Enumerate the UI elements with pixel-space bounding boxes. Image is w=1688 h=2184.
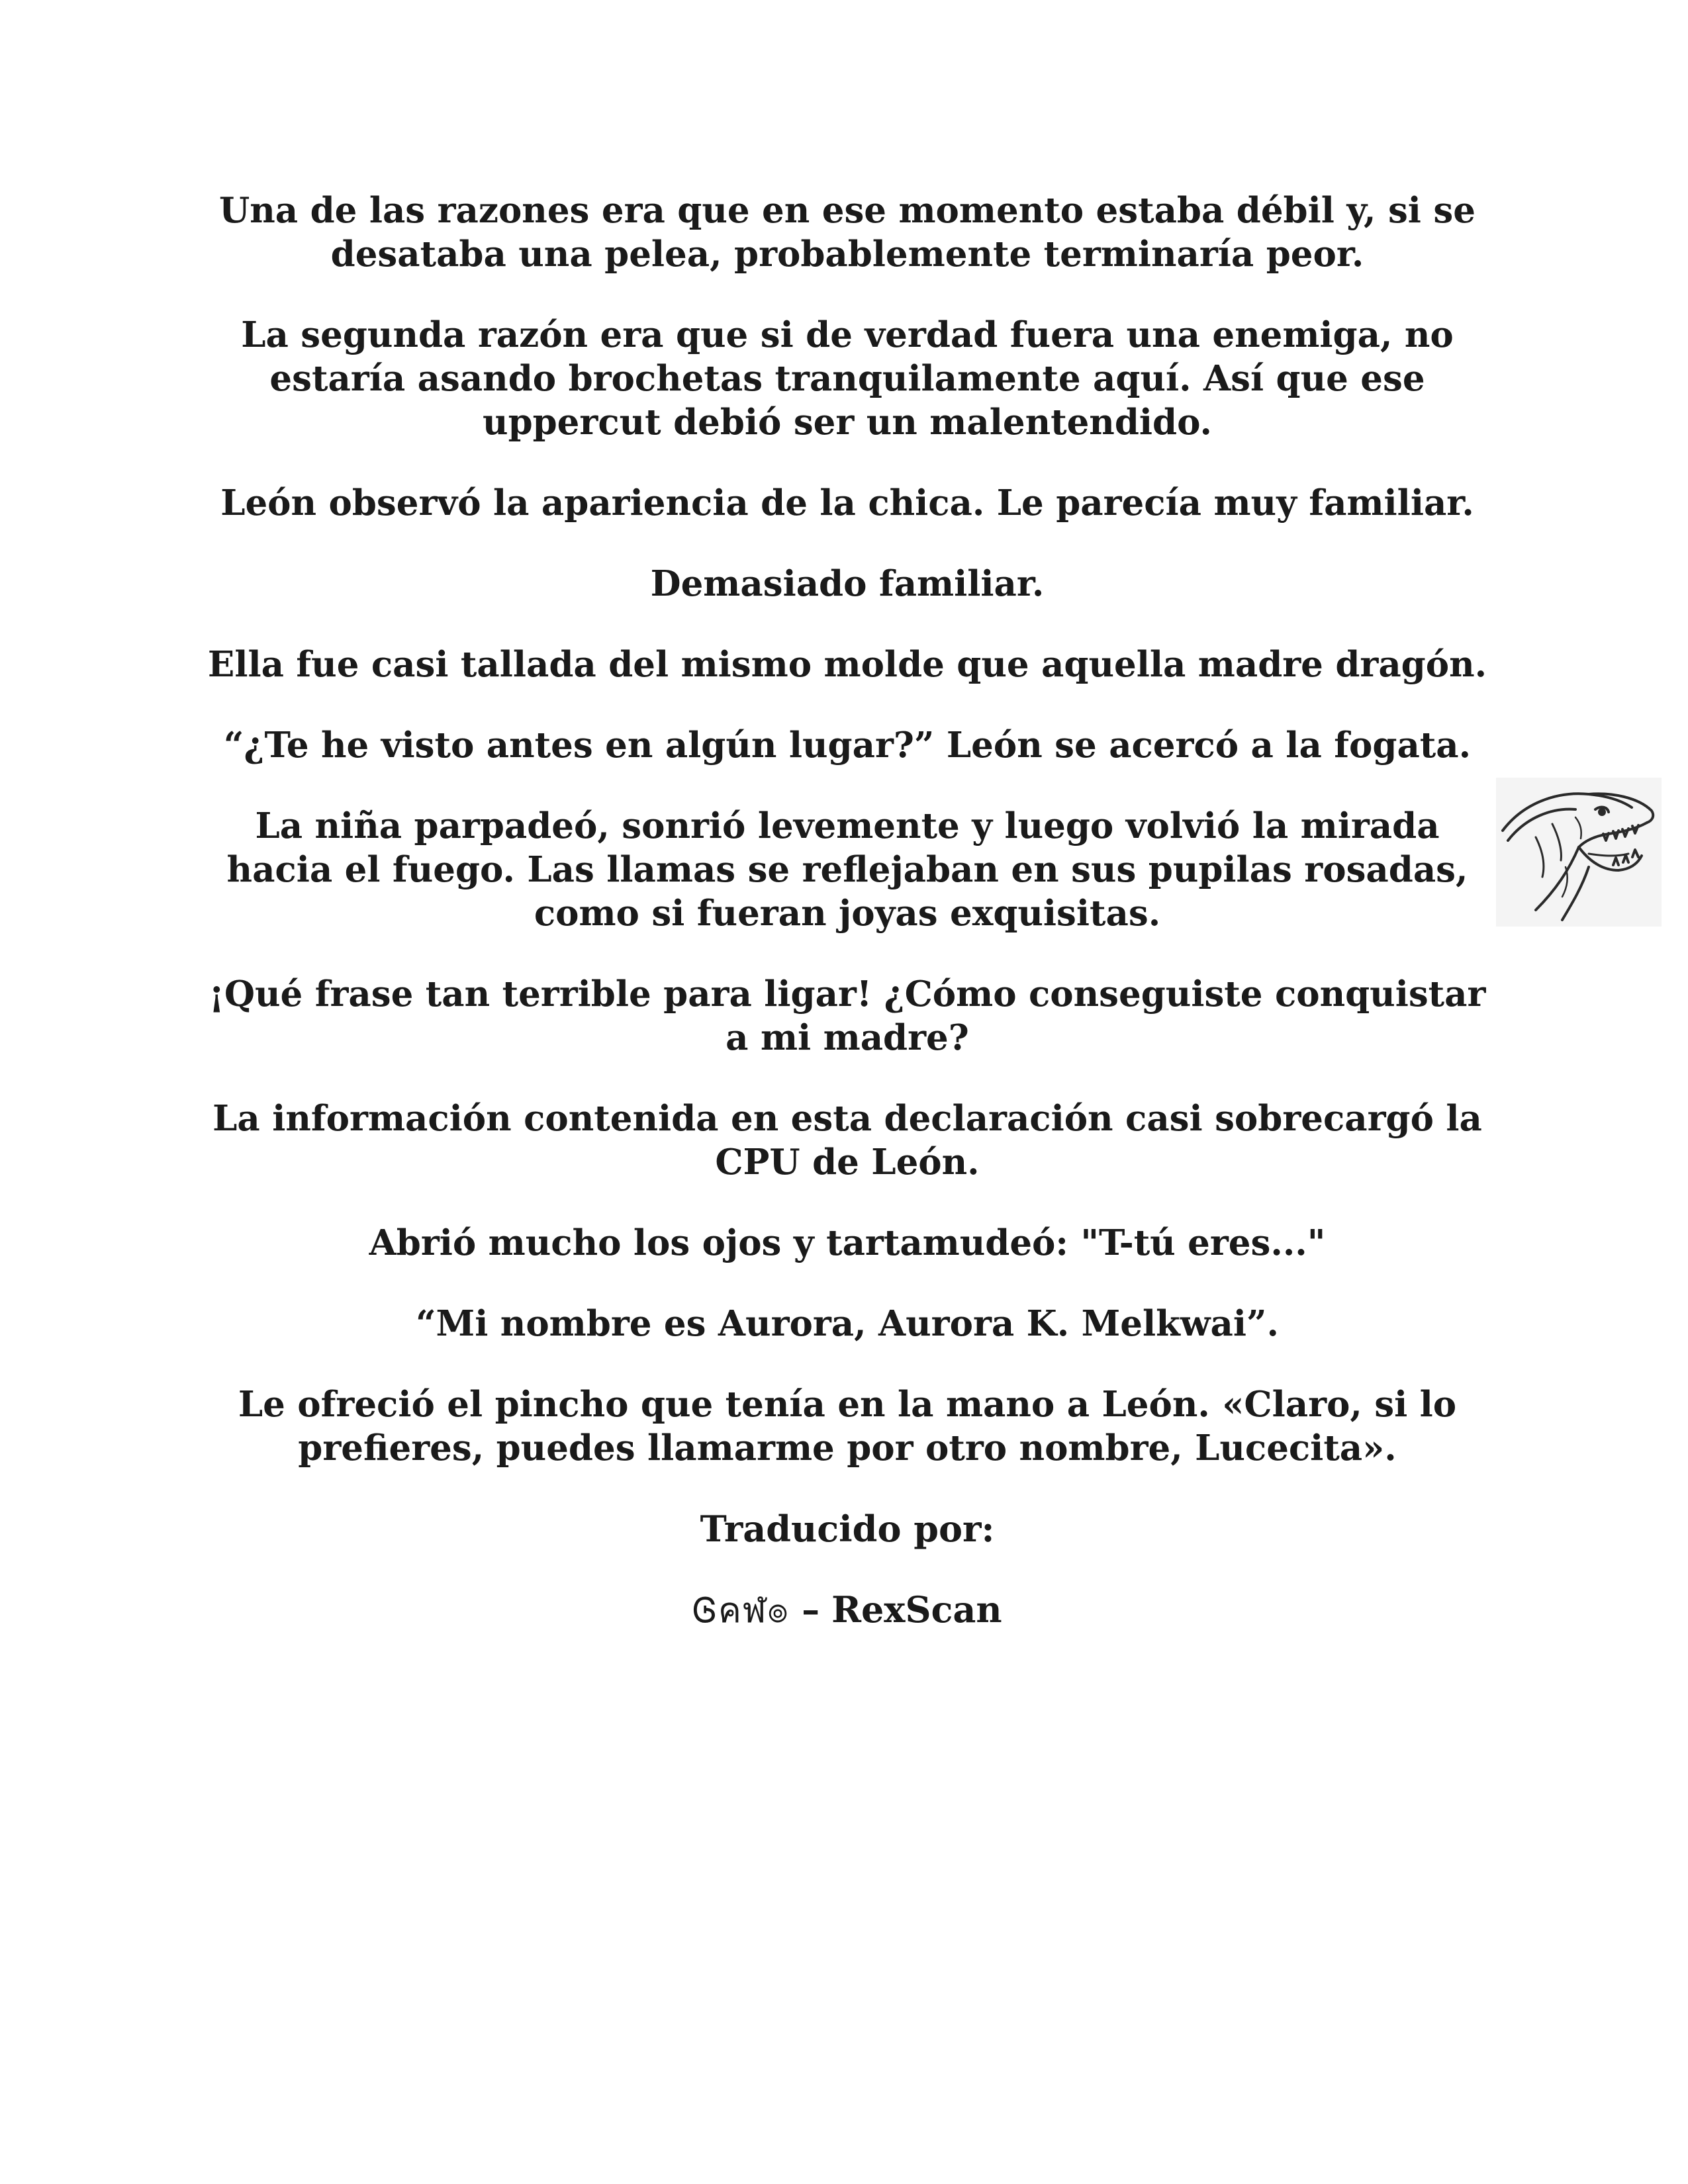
paragraph: La niña parpadeó, sonrió levemente y luego volvió la mirada hacia el fuego. Las llamas se reflejaban en sus pupilas rosadas, como si fueran joyas exquisitas. [226, 805, 1468, 934]
paragraph: Abrió mucho los ojos y tartamudeó: "T-tú eres..." [369, 1222, 1326, 1263]
paragraph: Le ofreció el pincho que tenía en la mano a León. «Claro, si lo prefieres, puedes llamarme por otro nombre, Lucecita». [238, 1384, 1457, 1469]
paragraph: León observó la apariencia de la chica. Le parecía muy familiar. [220, 482, 1474, 523]
scan-group-name: RexScan [831, 1588, 1002, 1631]
credits-separator: – [802, 1588, 820, 1631]
paragraph: “Mi nombre es Aurora, Aurora K. Melkwai”. [416, 1303, 1279, 1344]
paragraph: Demasiado familiar. [650, 563, 1045, 604]
paragraph: “¿Te he visto antes en algún lugar?” León se acercó a la fogata. [223, 725, 1472, 766]
paragraph: Una de las razones era que en ese momento estaba débil y, si se desataba una pelea, probablemente terminaría peor. [219, 190, 1476, 275]
paragraph: La información contenida en esta declaración casi sobrecargó la CPU de León. [212, 1098, 1482, 1183]
paragraph: ¡Qué frase tan terrible para ligar! ¿Cómo conseguiste conquistar a mi madre? [209, 974, 1486, 1058]
dinosaur-head-icon [1496, 778, 1662, 927]
paragraph: Ella fue casi tallada del mismo molde que aquella madre dragón. [207, 644, 1487, 685]
credits-label: Traducido por: [700, 1508, 995, 1550]
translator-name: Ꮆคฬ๏ [692, 1591, 790, 1631]
credits-line [199, 1588, 1496, 1633]
paragraph: La segunda razón era que si de verdad fuera una enemiga, no estaría asando brochetas tranquilamente aquí. Así que ese uppercut debió ser un malentendido. [241, 314, 1454, 443]
text-column [199, 189, 1496, 1633]
